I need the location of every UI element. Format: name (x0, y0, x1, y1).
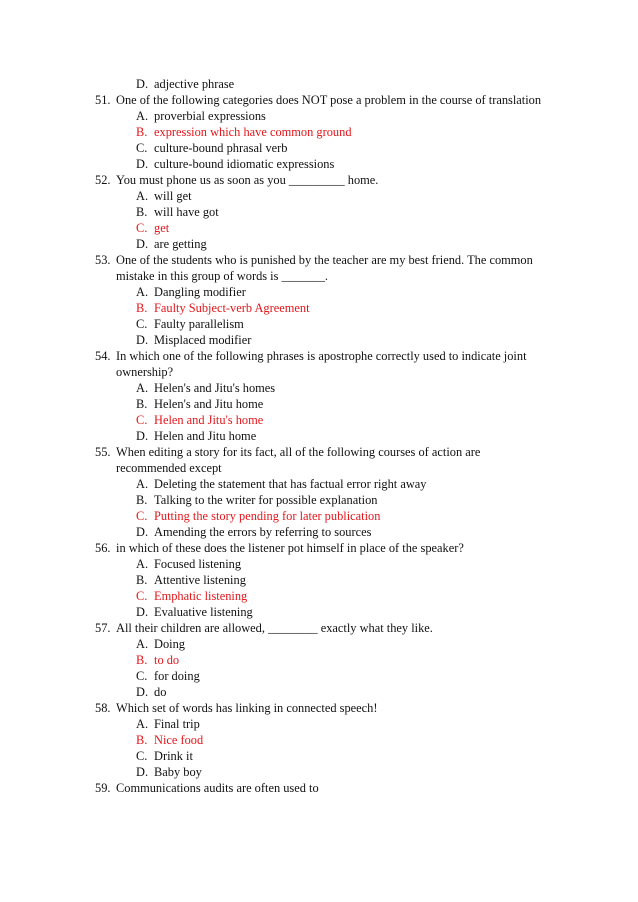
option-text: Helen's and Jitu's homes (154, 381, 276, 395)
option-letter: D. (136, 333, 149, 347)
answer-option (0, 316, 638, 332)
option-text: Talking to the writer for possible explanation (154, 493, 378, 507)
question-number: 57. (95, 621, 111, 635)
question-stem (0, 540, 638, 556)
answer-option-correct (0, 508, 638, 524)
question-number: 53. (95, 253, 111, 267)
answer-option (0, 140, 638, 156)
option-letter: A. (136, 557, 149, 571)
option-text: culture-bound phrasal verb (154, 141, 288, 155)
option-letter: B. (136, 493, 148, 507)
question-text: Which set of words has linking in connected speech! (116, 701, 378, 715)
answer-option-correct (0, 412, 638, 428)
option-letter: B. (136, 125, 148, 139)
option-letter: C. (136, 749, 148, 763)
option-letter: B. (136, 653, 148, 667)
question-text: All their children are allowed, ________ exactly what they like. (116, 621, 433, 635)
option-text: Amending the errors by referring to sources (154, 525, 372, 539)
answer-option (0, 396, 638, 412)
option-letter: B. (136, 205, 148, 219)
answer-option (0, 556, 638, 572)
question-stem (0, 620, 638, 636)
option-text: adjective phrase (154, 77, 235, 91)
answer-option (0, 236, 638, 252)
answer-option (0, 476, 638, 492)
option-letter: C. (136, 221, 148, 235)
answer-option (0, 108, 638, 124)
option-text: Dangling modifier (154, 285, 246, 299)
answer-option (0, 716, 638, 732)
option-text: Helen and Jitu's home (154, 413, 264, 427)
question-stem-continued (0, 268, 638, 284)
option-text: get (154, 221, 170, 235)
question-text: mistake in this group of words is _______. (116, 269, 329, 283)
option-letter: A. (136, 109, 149, 123)
answer-option-correct (0, 588, 638, 604)
option-text: Focused listening (154, 557, 242, 571)
answer-option-correct (0, 220, 638, 236)
question-text: Communications audits are often used to (116, 781, 319, 795)
option-text: Deleting the statement that has factual error right away (154, 477, 427, 491)
question-stem-continued (0, 364, 638, 380)
option-letter: A. (136, 637, 149, 651)
option-text: expression which have common ground (154, 125, 352, 139)
question-stem (0, 780, 638, 796)
option-text: for doing (154, 669, 200, 683)
option-letter: D. (136, 525, 149, 539)
option-letter: D. (136, 429, 149, 443)
answer-option (0, 428, 638, 444)
answer-option (0, 492, 638, 508)
option-letter: C. (136, 141, 148, 155)
option-letter: A. (136, 381, 149, 395)
option-text: culture-bound idiomatic expressions (154, 157, 335, 171)
option-letter: A. (136, 717, 149, 731)
question-document (0, 76, 638, 796)
question-stem (0, 92, 638, 108)
option-letter: B. (136, 301, 148, 315)
answer-option-correct (0, 732, 638, 748)
answer-option-correct (0, 124, 638, 140)
question-text: One of the following categories does NOT pose a problem in the course of translation (116, 93, 542, 107)
answer-option (0, 284, 638, 300)
question-text: When editing a story for its fact, all of the following courses of action are (116, 445, 481, 459)
answer-option (0, 748, 638, 764)
option-letter: B. (136, 397, 148, 411)
answer-option (0, 188, 638, 204)
option-text: will get (154, 189, 192, 203)
answer-option-correct (0, 652, 638, 668)
option-letter: C. (136, 413, 148, 427)
option-letter: C. (136, 509, 148, 523)
question-number: 56. (95, 541, 111, 555)
question-text: In which one of the following phrases is apostrophe correctly used to indicate joint (116, 349, 527, 363)
question-stem (0, 252, 638, 268)
option-letter: D. (136, 237, 149, 251)
question-text: in which of these does the listener pot himself in place of the speaker? (116, 541, 464, 555)
answer-option (0, 524, 638, 540)
option-text: do (154, 685, 167, 699)
option-text: Helen's and Jitu home (154, 397, 264, 411)
question-number: 59. (95, 781, 111, 795)
option-text: will have got (154, 205, 219, 219)
answer-option (0, 204, 638, 220)
option-letter: C. (136, 589, 148, 603)
question-text: You must phone us as soon as you _________ home. (116, 173, 379, 187)
question-text: recommended except (116, 461, 222, 475)
question-text: ownership? (116, 365, 174, 379)
answer-option (0, 380, 638, 396)
answer-option (0, 636, 638, 652)
option-text: Doing (154, 637, 185, 651)
question-stem (0, 348, 638, 364)
option-letter: C. (136, 669, 148, 683)
option-text: Drink it (154, 749, 193, 763)
answer-option (0, 156, 638, 172)
option-text: Misplaced modifier (154, 333, 252, 347)
question-number: 55. (95, 445, 111, 459)
lead-option (0, 76, 638, 92)
question-text: One of the students who is punished by the teacher are my best friend. The common (116, 253, 533, 267)
option-letter: D. (136, 77, 149, 91)
option-letter: D. (136, 605, 149, 619)
option-text: Putting the story pending for later publication (154, 509, 381, 523)
option-letter: D. (136, 157, 149, 171)
option-text: to do (154, 653, 180, 667)
option-text: Emphatic listening (154, 589, 248, 603)
answer-option (0, 764, 638, 780)
option-letter: B. (136, 573, 148, 587)
option-text: Attentive listening (154, 573, 246, 587)
option-letter: D. (136, 685, 149, 699)
question-stem (0, 700, 638, 716)
answer-option (0, 684, 638, 700)
option-text: proverbial expressions (154, 109, 266, 123)
answer-option-correct (0, 300, 638, 316)
question-number: 58. (95, 701, 111, 715)
question-number: 51. (95, 93, 111, 107)
option-text: are getting (154, 237, 207, 251)
option-text: Baby boy (154, 765, 202, 779)
question-stem (0, 172, 638, 188)
option-text: Helen and Jitu home (154, 429, 257, 443)
question-number: 52. (95, 173, 111, 187)
option-text: Faulty Subject-verb Agreement (154, 301, 310, 315)
option-text: Evaluative listening (154, 605, 253, 619)
answer-option (0, 604, 638, 620)
option-text: Final trip (154, 717, 200, 731)
answer-option (0, 332, 638, 348)
option-letter: B. (136, 733, 148, 747)
answer-option (0, 668, 638, 684)
option-letter: D. (136, 765, 149, 779)
option-letter: C. (136, 317, 148, 331)
question-stem-continued (0, 460, 638, 476)
question-stem (0, 444, 638, 460)
option-text: Faulty parallelism (154, 317, 244, 331)
option-letter: A. (136, 189, 149, 203)
option-text: Nice food (154, 733, 204, 747)
answer-option (0, 572, 638, 588)
option-letter: A. (136, 477, 149, 491)
option-letter: A. (136, 285, 149, 299)
question-number: 54. (95, 349, 111, 363)
